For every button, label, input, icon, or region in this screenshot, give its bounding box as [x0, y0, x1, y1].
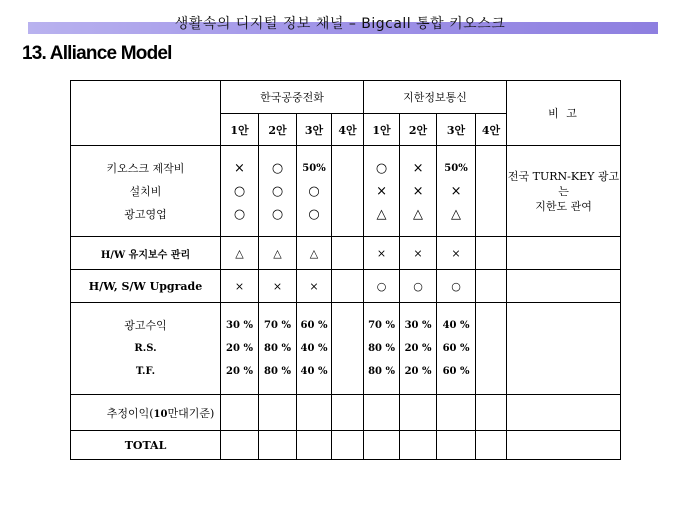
cell-hw-a4 [332, 237, 364, 270]
value: ○ [308, 183, 320, 199]
cell-up-a2: × [259, 270, 297, 303]
label-text: H/W 유지보수 관리 [100, 249, 191, 261]
value: × [450, 183, 462, 199]
value: 20 % [404, 343, 432, 354]
alliance-model-table [70, 80, 621, 460]
value: 30 % [404, 320, 432, 331]
cell-kiosk-a3 [297, 146, 332, 237]
cell-est-b2 [400, 395, 437, 431]
label-rs: R.S. [134, 343, 157, 354]
value: × [376, 183, 387, 199]
label-hw-maintenance [71, 237, 221, 270]
cell-kiosk-a1 [221, 146, 259, 237]
cell-up-b1: ○ [364, 270, 400, 303]
plan-header-a3: 3안 [297, 114, 332, 146]
value: 80 % [264, 343, 291, 354]
cell-est-a3 [297, 395, 332, 431]
row-hw-maintenance [71, 237, 621, 270]
cell-est-a2 [259, 395, 297, 431]
value: 60 % [442, 366, 470, 377]
cell-est-a1 [221, 395, 259, 431]
cell-rev-b1 [364, 303, 400, 395]
value: 50% [302, 162, 326, 174]
value: 20 % [226, 366, 253, 377]
cell-up-a1: × [221, 270, 259, 303]
label-number: 10 [153, 408, 168, 420]
plan-header-b2: 2안 [400, 114, 437, 146]
plan-header-b4: 4안 [476, 114, 507, 146]
cell-kiosk-b4 [476, 146, 507, 237]
label-total: TOTAL [71, 431, 221, 460]
cell-est-a4 [332, 395, 364, 431]
value: ○ [308, 206, 320, 222]
plan-header-b3: 3안 [437, 114, 476, 146]
value: 60 % [300, 320, 328, 331]
cell-total-b2 [400, 431, 437, 460]
row-total [71, 431, 621, 460]
cell-hw-a1: △ [221, 237, 259, 270]
cell-kiosk-b3 [437, 146, 476, 237]
cell-hw-b1: × [364, 237, 400, 270]
row-estimated-profit [71, 395, 621, 431]
cell-rev-b2 [400, 303, 437, 395]
cell-rev-b4 [476, 303, 507, 395]
cell-total-a2 [259, 431, 297, 460]
cell-total-a1 [221, 431, 259, 460]
cell-total-b3 [437, 431, 476, 460]
label-tf: T.F. [135, 366, 156, 377]
value: ○ [271, 160, 284, 176]
banner-title: 생활속의 디지털 정보 채널 – Bigcall 통합 키오스크 [174, 16, 506, 32]
value: △ [413, 206, 424, 222]
header-empty-cell [71, 81, 221, 146]
cell-up-b2: ○ [400, 270, 437, 303]
cell-hw-a2: △ [259, 237, 297, 270]
remarks-header: 비 고 [507, 81, 621, 146]
cell-up-a4 [332, 270, 364, 303]
value: 60 % [442, 343, 470, 354]
group-header-hankook: 한국공중전화 [221, 81, 364, 114]
cell-hw-b4 [476, 237, 507, 270]
cell-kiosk-a4 [332, 146, 364, 237]
cell-kiosk-b1 [364, 146, 400, 237]
row-labels-revenue [71, 303, 221, 395]
header-row-groups [71, 81, 621, 114]
cell-hw-b3: × [437, 237, 476, 270]
remark-line-2: 지한도 관여 [535, 199, 592, 213]
value: × [412, 183, 424, 199]
value: ○ [375, 160, 388, 176]
value: ○ [271, 206, 284, 222]
value: 40 % [300, 366, 328, 377]
label-kiosk-cost: 키오스크 제작비 [106, 161, 185, 175]
value: △ [376, 206, 387, 222]
value: 70 % [264, 320, 291, 331]
value: 20 % [404, 366, 432, 377]
row-upgrade [71, 270, 621, 303]
label-ad-revenue: 광고수익 [124, 319, 167, 332]
cell-hw-a3: △ [297, 237, 332, 270]
cell-rev-a2 [259, 303, 297, 395]
cell-rev-a4 [332, 303, 364, 395]
label-suffix: 만대기준) [167, 406, 215, 420]
value: × [234, 160, 245, 176]
value: △ [451, 206, 462, 222]
value: ○ [233, 183, 246, 199]
section-title: 13. Alliance Model [22, 43, 172, 64]
cell-total-a3 [297, 431, 332, 460]
cell-total-b4 [476, 431, 507, 460]
group-header-jihan: 지한정보통신 [364, 81, 507, 114]
plan-header-a1: 1안 [221, 114, 259, 146]
value: 80 % [368, 366, 395, 377]
cell-up-b4 [476, 270, 507, 303]
label-estimated-profit [71, 395, 221, 431]
value: ○ [271, 183, 284, 199]
cell-kiosk-b2 [400, 146, 437, 237]
value: ○ [233, 206, 246, 222]
cell-hw-b2: × [400, 237, 437, 270]
value: × [412, 160, 424, 176]
cell-est-b1 [364, 395, 400, 431]
row-revenue-group [71, 303, 621, 395]
cell-est-b3 [437, 395, 476, 431]
plan-header-b1: 1안 [364, 114, 400, 146]
value: 40 % [300, 343, 328, 354]
cell-total-a4 [332, 431, 364, 460]
label-install-cost: 설치비 [129, 184, 162, 198]
cell-up-b3: ○ [437, 270, 476, 303]
remarks-upgrade [507, 270, 621, 303]
value: 20 % [226, 343, 253, 354]
remarks-total [507, 431, 621, 460]
remark-line-1: 전국 TURN-KEY 광고는 [507, 169, 620, 198]
cell-rev-a1 [221, 303, 259, 395]
row-kiosk-group [71, 146, 621, 237]
cell-rev-b3 [437, 303, 476, 395]
remarks-estimate [507, 395, 621, 431]
value: 70 % [368, 320, 395, 331]
value: 80 % [368, 343, 395, 354]
cell-kiosk-a2 [259, 146, 297, 237]
value: 80 % [264, 366, 291, 377]
value: 30 % [226, 320, 253, 331]
label-upgrade: H/W, S/W Upgrade [71, 270, 221, 303]
remarks-revenue [507, 303, 621, 395]
label-ad-sales: 광고영업 [124, 207, 167, 221]
remarks-kiosk [507, 146, 621, 237]
remarks-hw [507, 237, 621, 270]
cell-est-b4 [476, 395, 507, 431]
cell-total-b1 [364, 431, 400, 460]
cell-up-a3: × [297, 270, 332, 303]
plan-header-a4: 4안 [332, 114, 364, 146]
label-prefix: 추정이익( [106, 406, 154, 420]
row-labels-kiosk [71, 146, 221, 237]
cell-rev-a3 [297, 303, 332, 395]
value: 40 % [442, 320, 470, 331]
plan-header-a2: 2안 [259, 114, 297, 146]
value: 50% [444, 162, 468, 174]
